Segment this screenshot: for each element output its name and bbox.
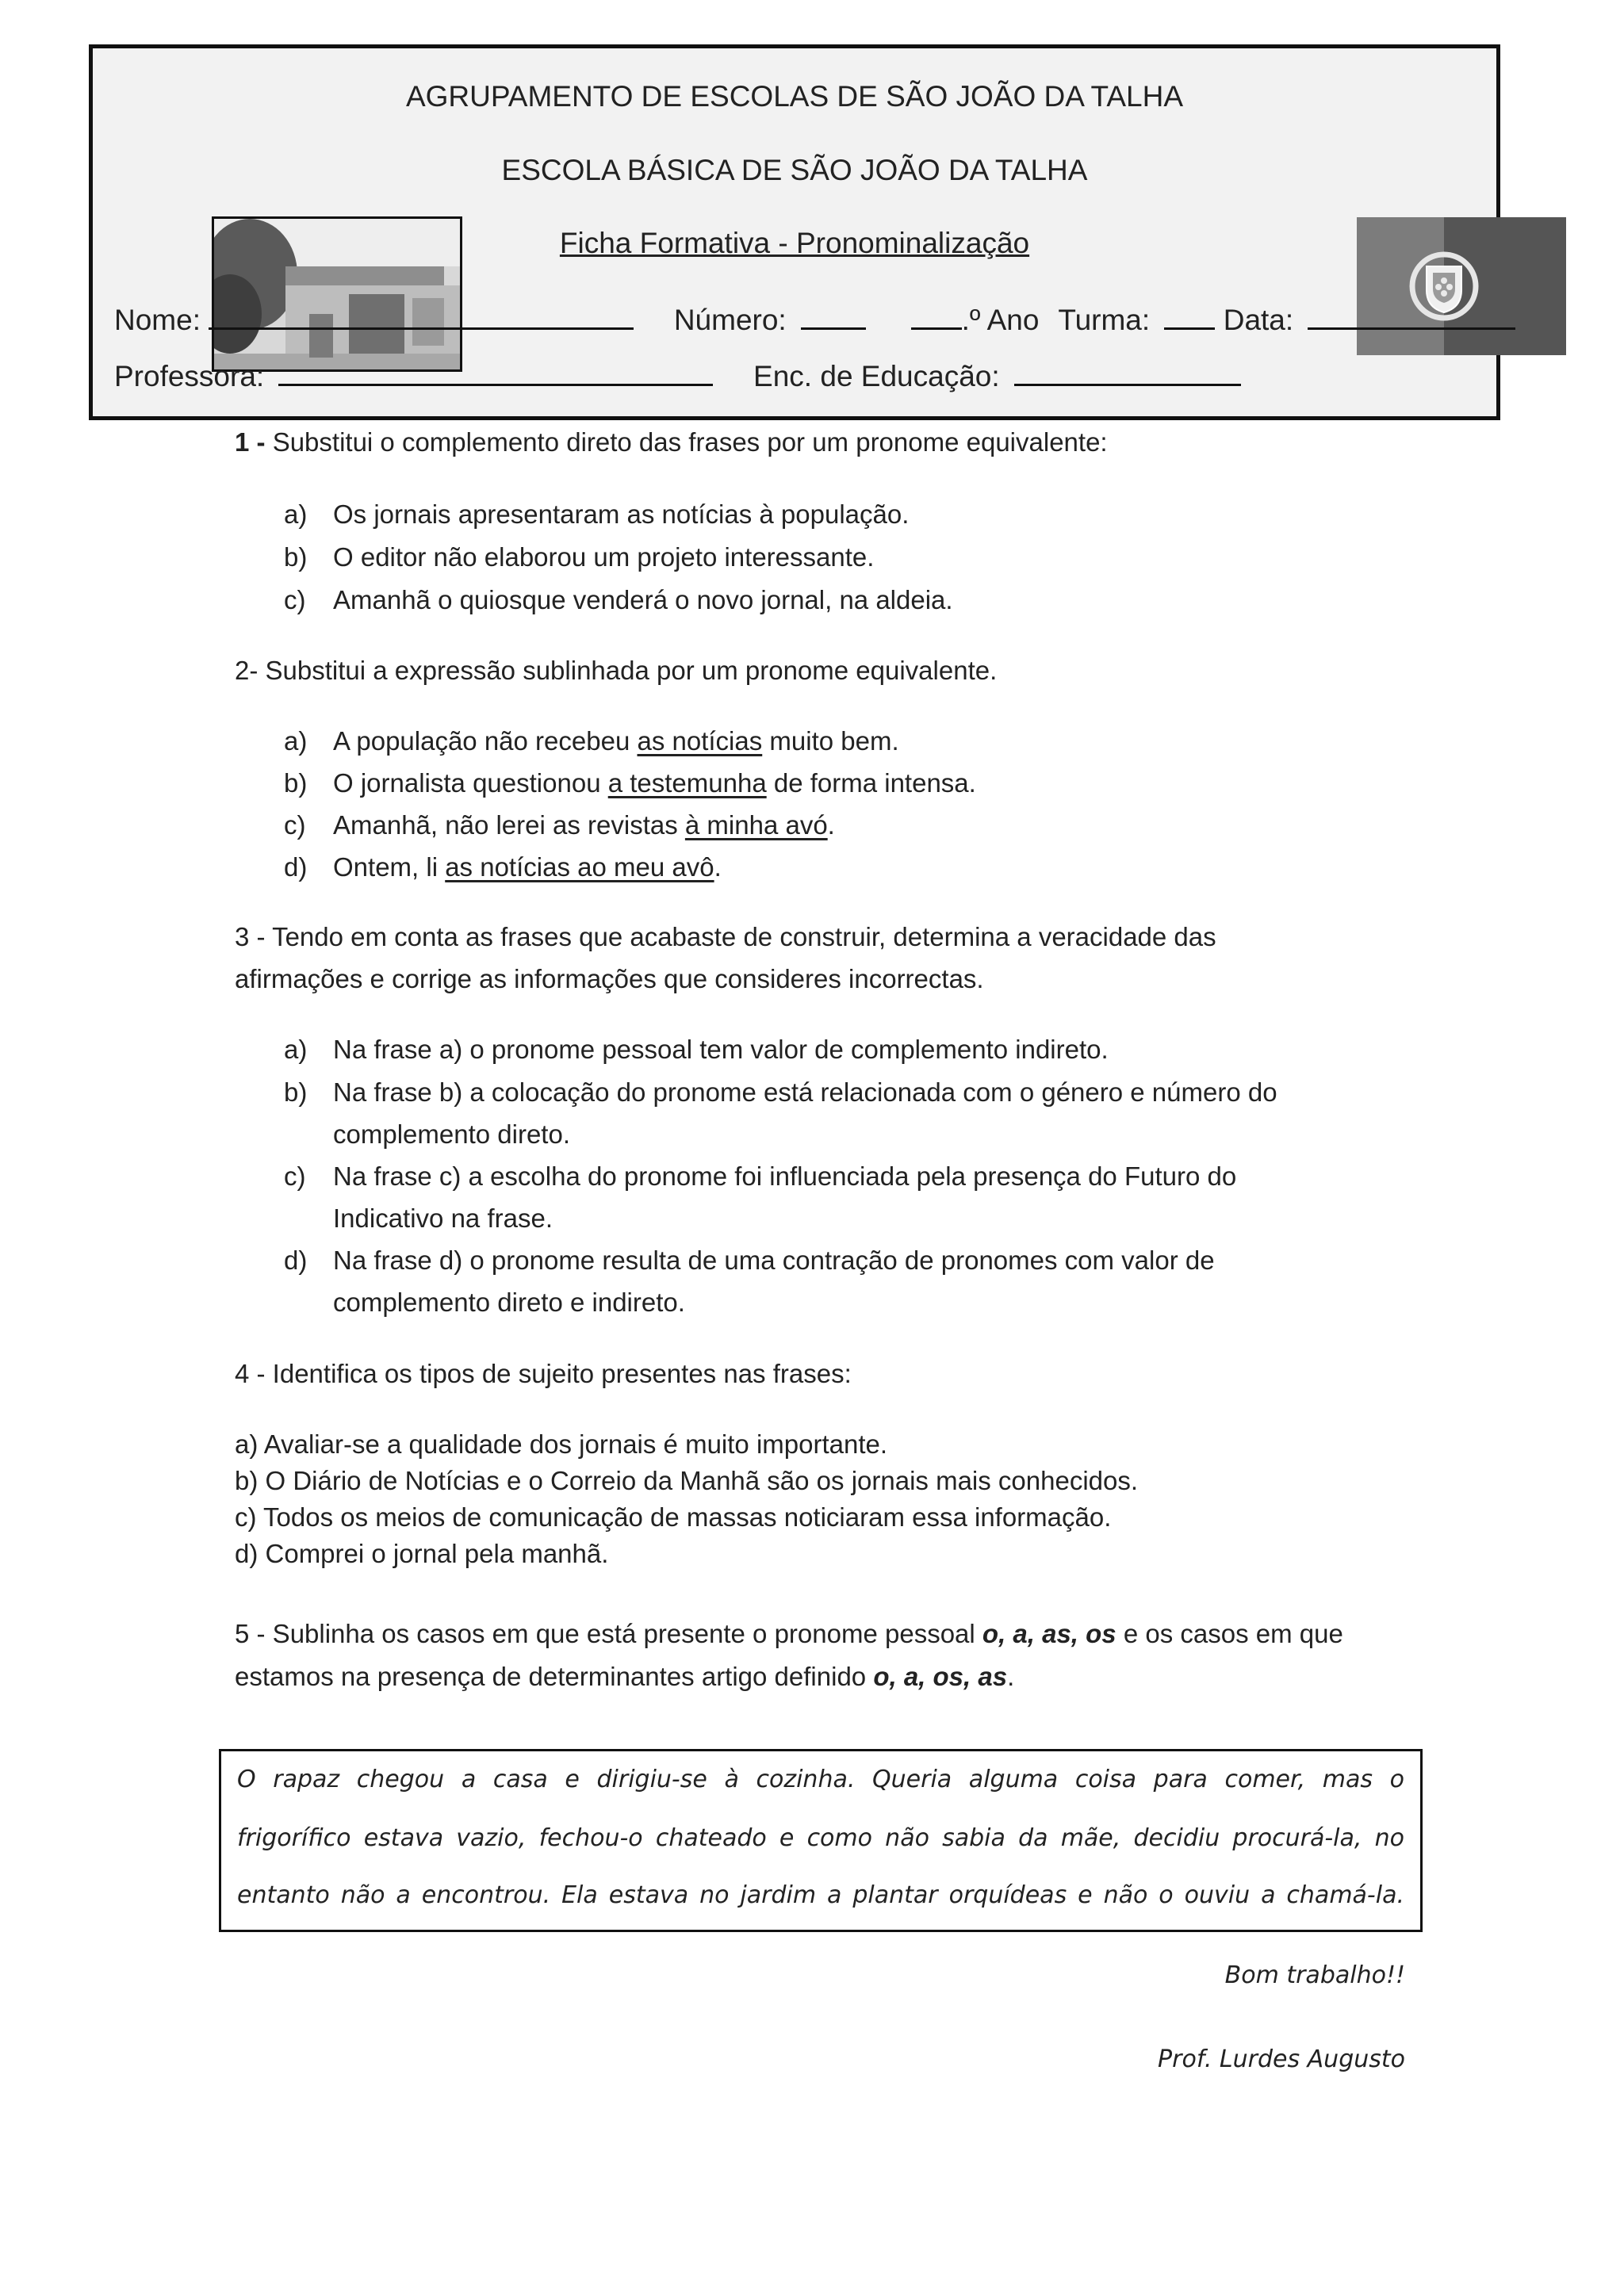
closing-greeting: Bom trabalho!! (1224, 1961, 1405, 1989)
text-excerpt-line-2: frigorífico estava vazio, fechou-o chateado e como não sabia da mãe, decidiu procurá-la, no (237, 1824, 1404, 1852)
date-field[interactable] (1308, 304, 1515, 330)
class-label: Turma: (1058, 304, 1151, 336)
year-label: .º Ano (961, 304, 1040, 336)
q2-item-b-letter: b) (284, 768, 308, 798)
text-excerpt-line-3: entanto não a encontrou. Ela estava no jardim a plantar orquídeas e não o ouviu a chamá-la. (237, 1881, 1404, 1909)
q2-item-c: Amanhã, não lerei as revistas à minha avó. (333, 810, 835, 840)
q3-item-d-line-1: Na frase d) o pronome resulta de uma contração de pronomes com valor de (333, 1246, 1215, 1275)
q3-item-c-letter: c) (284, 1161, 306, 1191)
school-building-photo (212, 216, 462, 372)
q2-item-b: O jornalista questionou a testemunha de forma intensa. (333, 768, 976, 798)
q1-item-c-letter: c) (284, 585, 306, 614)
teacher-signature: Prof. Lurdes Augusto (1158, 2045, 1405, 2073)
school-name: ESCOLA BÁSICA DE SÃO JOÃO DA TALHA (501, 154, 1088, 186)
worksheet-title: Ficha Formativa - Pronominalização (559, 227, 1030, 259)
q1-item-b-letter: b) (284, 542, 308, 572)
q4-item-b: b) O Diário de Notícias e o Correio da Manhã são os jornais mais conhecidos. (235, 1466, 1139, 1495)
teacher-field[interactable] (278, 360, 713, 386)
q2-item-a-underlined: as notícias (637, 726, 763, 756)
class-field[interactable] (1164, 304, 1215, 330)
q3-item-a-letter: a) (284, 1035, 308, 1064)
date-label: Data: (1223, 304, 1294, 336)
q2-item-a-letter: a) (284, 726, 308, 756)
q1-item-a-letter: a) (284, 499, 308, 529)
q2-item-d-underlined: as notícias ao meu avô (445, 852, 714, 882)
header-row-2 (114, 360, 1241, 393)
q3-item-d-letter: d) (284, 1246, 308, 1275)
text-excerpt-box (219, 1749, 1423, 1932)
q2-item-b-underlined: a testemunha (607, 768, 767, 798)
q3-item-b-letter: b) (284, 1077, 308, 1107)
q4-item-c: c) Todos os meios de comunicação de massas noticiaram essa informação. (235, 1502, 1112, 1532)
question-1-prompt: 1 - Substitui o complemento direto das frases por um pronome equivalente: (235, 427, 1108, 457)
q2-item-d-letter: d) (284, 852, 308, 882)
question-2-prompt: 2- Substitui a expressão sublinhada por um pronome equivalente. (235, 656, 998, 685)
question-5-prompt-line-1: 5 - Sublinha os casos em que está presente o pronome pessoal o, a, as, os e os casos em que (235, 1619, 1343, 1648)
name-label: Nome: (114, 304, 201, 336)
q3-item-c-line-2: Indicativo na frase. (333, 1203, 553, 1233)
header-box (89, 44, 1500, 420)
q2-item-a: A população não recebeu as notícias muito bem. (333, 726, 899, 756)
q3-item-b-line-1: Na frase b) a colocação do pronome está relacionada com o género e número do (333, 1077, 1277, 1107)
q3-item-b-line-2: complemento direto. (333, 1119, 570, 1149)
q5-article-list: o, a, os, as (873, 1662, 1008, 1691)
question-3-prompt-line-2: afirmações e corrige as informações que consideres incorrectas. (235, 964, 984, 993)
q1-item-b: O editor não elaborou um projeto interessante. (333, 542, 875, 572)
q3-item-a: Na frase a) o pronome pessoal tem valor de complemento indireto. (333, 1035, 1109, 1064)
q3-item-c-line-1: Na frase c) a escolha do pronome foi influenciada pela presença do Futuro do (333, 1161, 1237, 1191)
year-field[interactable] (911, 304, 962, 330)
q1-item-a: Os jornais apresentaram as notícias à população. (333, 499, 910, 529)
question-1-number: 1 - (235, 427, 266, 457)
q2-item-c-letter: c) (284, 810, 306, 840)
teacher-label: Professora: (114, 360, 265, 392)
question-4-prompt: 4 - Identifica os tipos de sujeito presentes nas frases: (235, 1359, 852, 1388)
q4-item-a: a) Avaliar-se a qualidade dos jornais é muito importante. (235, 1429, 888, 1459)
question-5-prompt-line-2: estamos na presença de determinantes artigo definido o, a, os, as. (235, 1662, 1015, 1691)
q5-pronoun-list: o, a, as, os (982, 1619, 1116, 1648)
q1-item-c: Amanhã o quiosque venderá o novo jornal, na aldeia. (333, 585, 953, 614)
guardian-field[interactable] (1014, 360, 1241, 386)
text-excerpt-line-1: O rapaz chegou a casa e dirigiu-se à cozinha. Queria alguma coisa para comer, mas o (237, 1766, 1404, 1793)
question-3-prompt-line-1: 3 - Tendo em conta as frases que acabaste de construir, determina a veracidade das (235, 922, 1216, 951)
q2-item-d: Ontem, li as notícias ao meu avô. (333, 852, 722, 882)
q2-item-c-underlined: à minha avó (684, 810, 828, 840)
q3-item-d-line-2: complemento direto e indireto. (333, 1288, 685, 1317)
number-label: Número: (673, 304, 787, 336)
name-field[interactable] (209, 304, 634, 330)
school-group-title: AGRUPAMENTO DE ESCOLAS DE SÃO JOÃO DA TALHA (405, 80, 1184, 113)
header-row-1 (114, 304, 1515, 337)
q4-item-d: d) Comprei o jornal pela manhã. (235, 1539, 609, 1568)
number-field[interactable] (801, 304, 866, 330)
guardian-label: Enc. de Educação: (753, 360, 1000, 392)
